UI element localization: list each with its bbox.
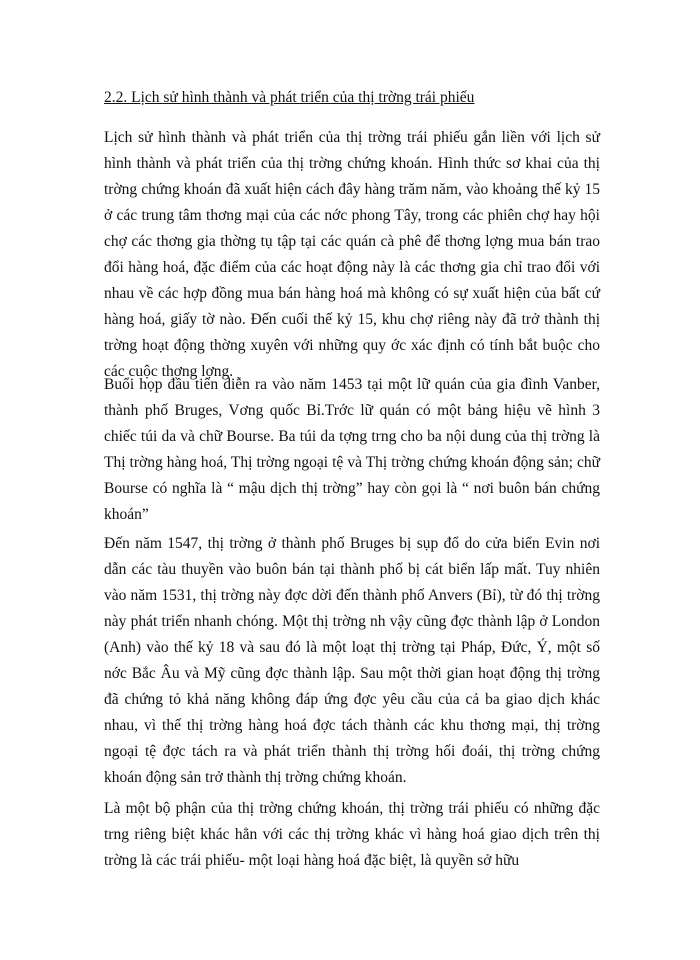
paragraph-bond-market-features: Là một bộ phận của thị trờng chứng khoán, thị trờng trái phiếu có những đặc trng riêng biệt khác hẳn với các thị trờng khác vì hàng hoá giao dịch trên thị trờng là các trái phiếu- một loại hàng hoá đặc biệt, là quyền sở hữu — [104, 800, 600, 869]
paragraph-history-origin: Lịch sử hình thành và phát triển của thị trờng trái phiếu gắn liền với lịch sử hình thành và phát triển của thị trờng chứng khoán. Hình thức sơ khai của thị trờng chứng khoán đã xuất hiện cách đây hàng trăm năm, vào khoảng thế kỷ 15 ở các trung tâm thơng mại của các nớc phong Tây, trong các phiên chợ hay hội chợ các thơng gia thờng tụ tập tại các quán cà phê để thơng lợng mua bán trao đổi hàng hoá, đặc điểm của các hoạt động này là các thơng gia chỉ trao đổi với nhau về các hợp đồng mua bán hàng hoá mà không có sự xuất hiện của bất cứ hàng hoá, giấy tờ nào. Đến cuối thế kỷ 15, khu chợ riêng này đã trở thành thị trờng hoạt động thờng xuyên với những quy ớc xác định có tính bắt buộc cho các cuộc thơng lợng. — [104, 129, 600, 380]
section-heading: 2.2. Lịch sử hình thành và phát triển của thị trờng trái phiếu — [104, 89, 475, 106]
paragraph-first-meeting: Buổi họp đầu tiên diễn ra vào năm 1453 tại một lữ quán của gia đình Vanber, thành phố Bruges, Vơng quốc Bỉ.Trớc lữ quán có một bảng hiệu vẽ hình 3 chiếc túi da và chữ Bourse. Ba túi da tợng trng cho ba nội dung của thị trờng là Thị trờng hàng hoá, Thị trờng ngoại tệ và Thị trờng chứng khoán động sản; chữ Bourse có nghĩa là “ mậu dịch thị trờng” hay còn gọi là “ nơi buôn bán chứng khoán” — [104, 376, 600, 523]
paragraph-market-development: Đến năm 1547, thị trờng ở thành phố Bruges bị sụp đổ do cửa biển Evin nơi dẫn các tàu thuyền vào buôn bán tại thành phố bị cát biển lấp mất. Tuy nhiên vào năm 1531, thị trờng này đợc dời đến thành phố Anvers (Bỉ), từ đó thị trờng này phát triển nhanh chóng. Một thị trờng nh vậy cũng đợc thành lập ở London (Anh) vào thế kỷ 18 và sau đó là một loạt thị trờng tại Pháp, Đức, Ý, một số nớc Bắc Âu và Mỹ cũng đợc thành lập. Sau một thời gian hoạt động thị trờng đã chứng tỏ khả năng không đáp ứng đợc yêu cầu của cả ba giao dịch khác nhau, vì thế thị trờng hàng hoá đợc tách thành các khu thơng mại, thị trờng ngoại tệ đợc tách ra và phát triển thành thị trờng hối đoái, thị trờng chứng khoán động sản trở thành thị trờng chứng khoán. — [104, 535, 600, 786]
